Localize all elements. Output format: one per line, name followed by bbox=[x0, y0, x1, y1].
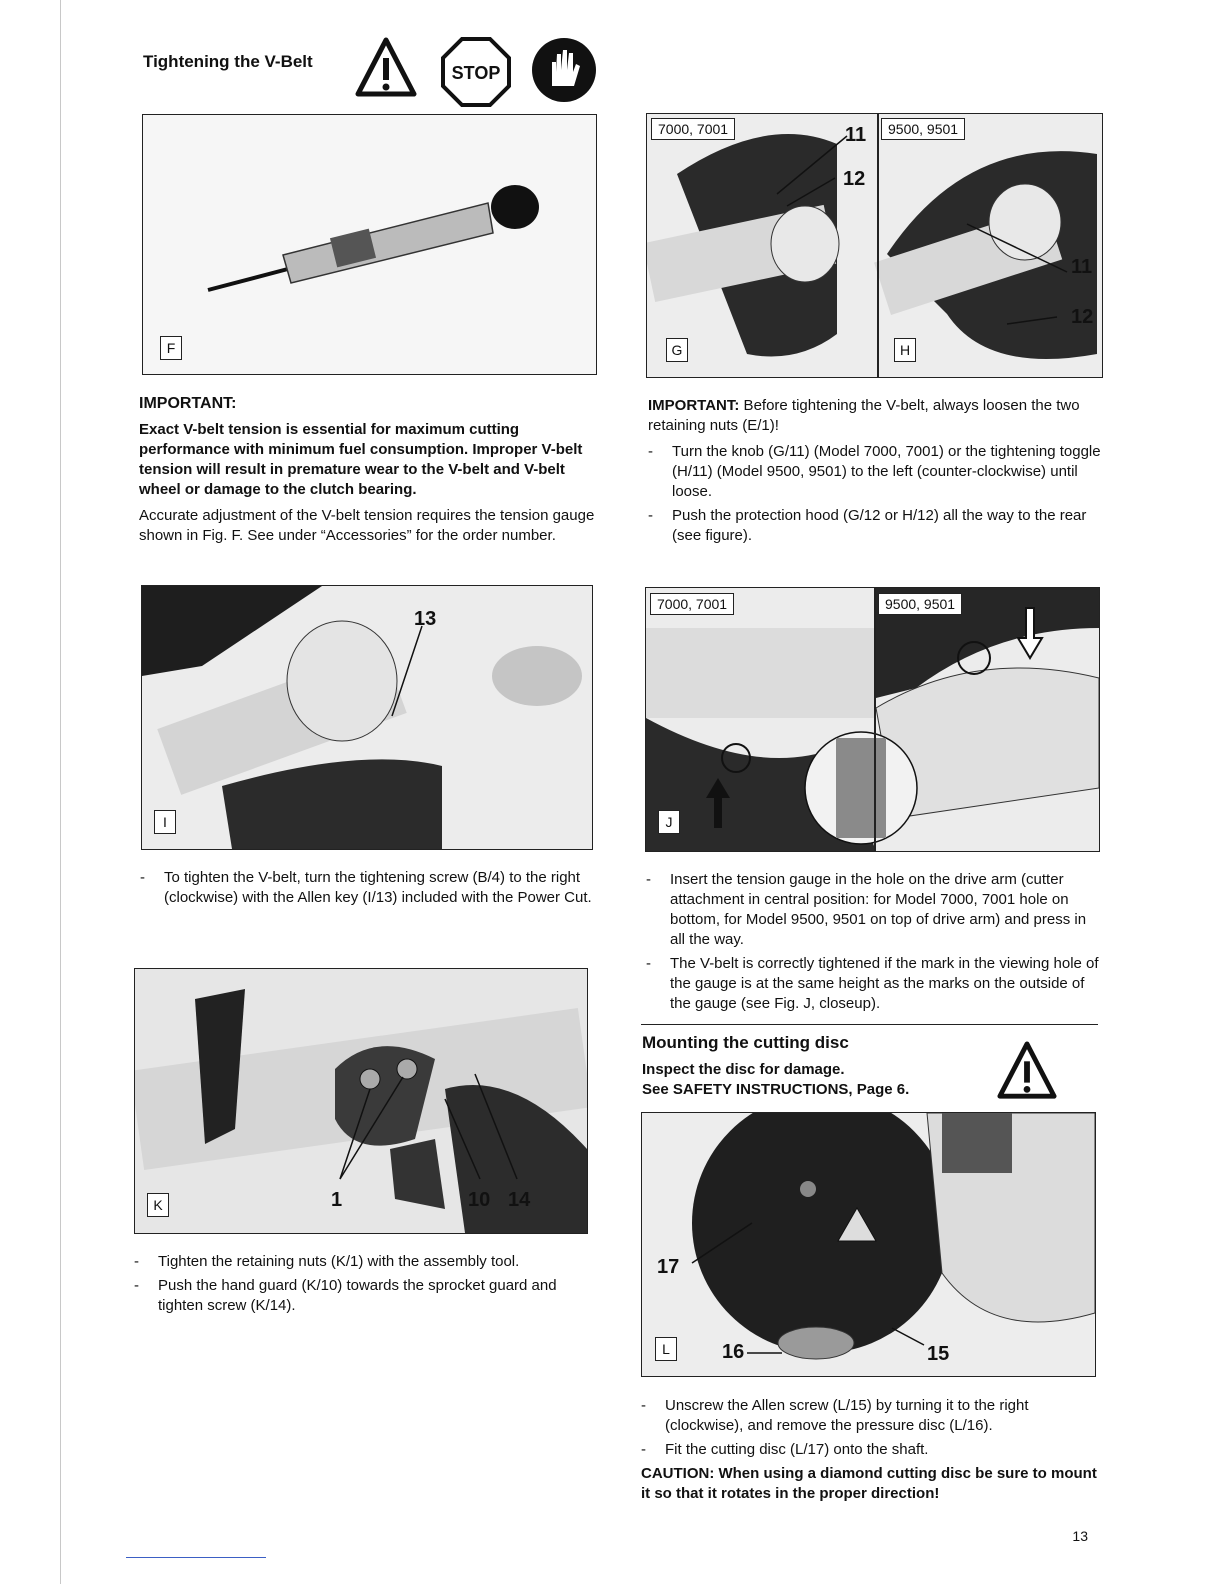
figure-divider bbox=[874, 588, 876, 851]
callout-h-11: 11 bbox=[1071, 256, 1093, 278]
right-important-label: IMPORTANT: bbox=[648, 397, 740, 414]
figure-i bbox=[141, 585, 593, 850]
figure-g-h bbox=[646, 113, 1103, 378]
model-label-j-left: 7000, 7001 bbox=[650, 593, 734, 615]
model-label-j-right: 9500, 9501 bbox=[878, 593, 962, 615]
figure-label-k: K bbox=[147, 1193, 169, 1217]
callout-k-1: 1 bbox=[331, 1189, 343, 1211]
callout-i-13: 13 bbox=[414, 608, 437, 630]
important-block bbox=[139, 394, 595, 546]
callout-h-12: 12 bbox=[1071, 306, 1094, 328]
see-safety-text: See SAFETY INSTRUCTIONS, Page 6. bbox=[642, 1081, 910, 1098]
figure-label-h: H bbox=[894, 338, 916, 362]
callout-k-10: 10 bbox=[468, 1189, 491, 1211]
stop-icon-text: STOP bbox=[451, 63, 501, 83]
tighten-nuts-step: - Tighten the retaining nuts (K/1) with the assembly tool. bbox=[134, 1252, 590, 1272]
margin-line bbox=[60, 0, 61, 1584]
important-heading: IMPORTANT: bbox=[139, 395, 237, 412]
inspect-text: Inspect the disc for damage. bbox=[642, 1061, 845, 1078]
important-text: Exact V-belt tension is essential for maximum cutting performance with minimum fuel consumption. Improper V-belt tension will result in premature wear to the V-belt and V-belt wheel or damage to the clutch bearing. bbox=[139, 421, 583, 498]
section-divider bbox=[641, 1024, 1098, 1025]
figure-label-g: G bbox=[666, 338, 688, 362]
footer-line bbox=[126, 1557, 266, 1558]
caution-text: CAUTION: When using a diamond cutting disc be sure to mount it so that it rotates in the proper direction! bbox=[641, 1465, 1097, 1502]
page-number: 13 bbox=[1072, 1528, 1088, 1544]
callout-l-15: 15 bbox=[927, 1343, 950, 1365]
tighten-screw-block bbox=[140, 868, 596, 912]
push-hood-step: - Push the protection hood (G/12 or H/12) all the way to the rear (see figure). bbox=[648, 506, 1102, 546]
tighten-screw-step: - To tighten the V-belt, turn the tightening screw (B/4) to the right (clockwise) with the Allen key (I/13) included with the Power Cut. bbox=[140, 868, 596, 908]
figure-f bbox=[142, 114, 597, 375]
disc-steps-block bbox=[641, 1396, 1097, 1504]
callout-g-12: 12 bbox=[843, 168, 866, 190]
figure-k bbox=[134, 968, 588, 1234]
insert-gauge-step: - Insert the tension gauge in the hole on the drive arm (cutter attachment in central position: for Model 7000, 7001 hole on bottom, for Model 9500, 9501 on top of drive arm) and press in all the way. bbox=[646, 870, 1100, 950]
figure-l bbox=[641, 1112, 1096, 1377]
turn-knob-step: - Turn the knob (G/11) (Model 7000, 7001) or the tightening toggle (H/11) (Model 9500, 9501) to the left (counter-clockwise) until loose. bbox=[648, 442, 1102, 502]
accurate-adjustment-text: Accurate adjustment of the V-belt tension requires the tension gauge shown in Fig. F. See under “Accessories” for the order number. bbox=[139, 507, 595, 544]
figure-j bbox=[645, 587, 1100, 852]
figure-divider bbox=[877, 114, 879, 377]
model-label-g: 7000, 7001 bbox=[651, 118, 735, 140]
figure-label-j: J bbox=[658, 810, 680, 834]
warning-triangle-icon bbox=[996, 1040, 1058, 1107]
callout-k-14: 14 bbox=[508, 1189, 531, 1211]
retaining-nuts-block bbox=[134, 1252, 590, 1320]
unscrew-step: - Unscrew the Allen screw (L/15) by turning it to the right (clockwise), and remove the pressure disc (L/16). bbox=[641, 1396, 1097, 1436]
gloves-icon bbox=[530, 36, 598, 109]
stop-icon bbox=[440, 36, 512, 113]
mounting-heading: Mounting the cutting disc bbox=[642, 1033, 849, 1052]
push-hand-guard-step: - Push the hand guard (K/10) towards the sprocket guard and tighten screw (K/14). bbox=[134, 1276, 590, 1316]
figure-label-l: L bbox=[655, 1337, 677, 1361]
callout-l-17: 17 bbox=[657, 1256, 680, 1278]
inspect-block bbox=[642, 1060, 972, 1100]
callout-g-11: 11 bbox=[845, 124, 867, 146]
figure-label-i: I bbox=[154, 810, 176, 834]
warning-triangle-icon bbox=[354, 36, 418, 105]
right-important-block bbox=[648, 396, 1102, 550]
figure-label-f: F bbox=[160, 336, 182, 360]
correct-tension-step: - The V-belt is correctly tightened if the mark in the viewing hole of the gauge is at the same height as the marks on the outside of the gauge (see Fig. J, closeup). bbox=[646, 954, 1100, 1014]
gauge-block bbox=[646, 870, 1100, 1018]
model-label-h: 9500, 9501 bbox=[881, 118, 965, 140]
right-important-text: Before tightening the V-belt, always loosen the two retaining nuts (E/1)! bbox=[648, 397, 1080, 434]
section-title: Tightening the V-Belt bbox=[143, 52, 313, 71]
fit-disc-step: - Fit the cutting disc (L/17) onto the shaft. bbox=[641, 1440, 1097, 1460]
callout-l-16: 16 bbox=[722, 1341, 745, 1363]
